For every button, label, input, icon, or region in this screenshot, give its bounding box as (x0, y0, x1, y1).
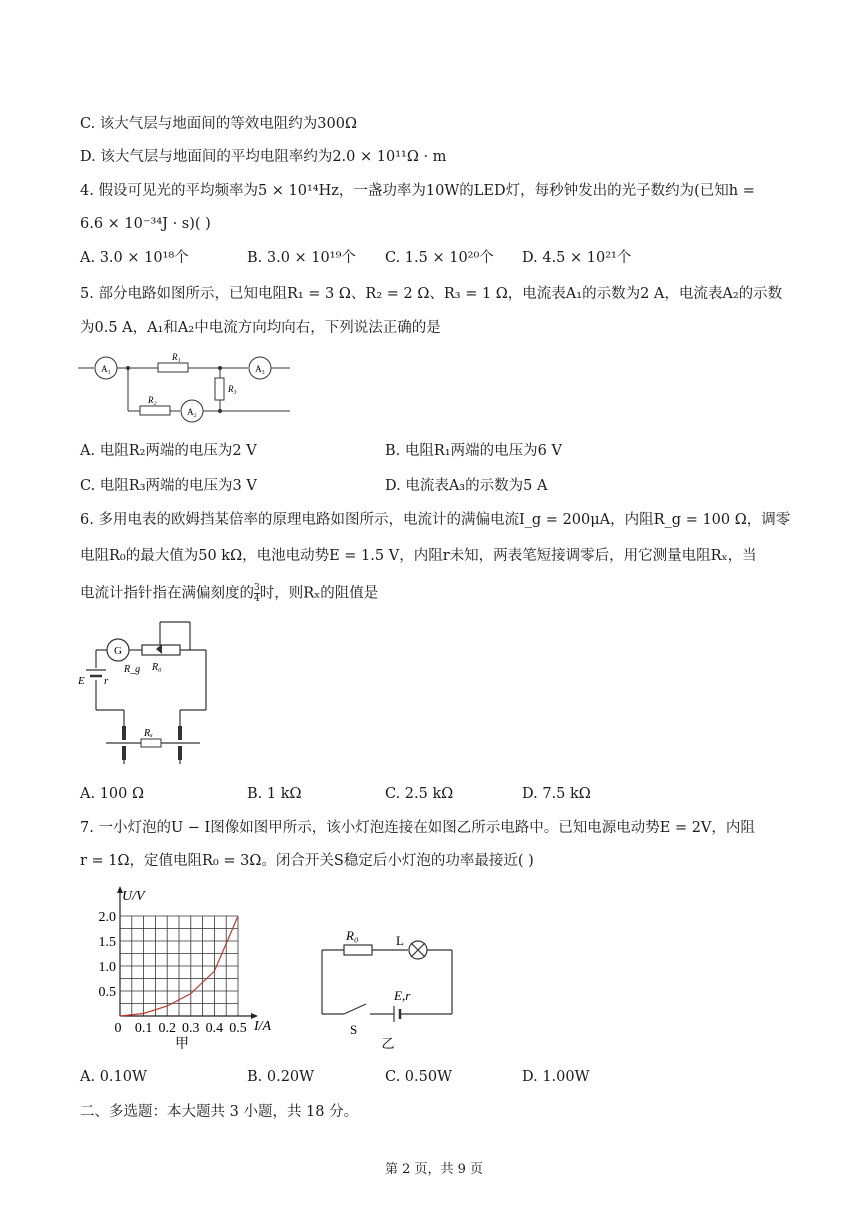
x-tick-label: 0.3 (182, 1021, 200, 1036)
section-heading: 二、多选题：本大题共 3 小题，共 18 分。 (80, 1104, 359, 1120)
graph-ylabel: U/V (122, 889, 145, 904)
x-tick-label: 0 (114, 1021, 122, 1036)
q7-stem-line2: r = 1Ω，定值电阻R₀ = 3Ω。闭合开关S稳定后小灯泡的功率最接近( ) (80, 853, 534, 869)
q5-stem-line2: 为0.5 A，A₁和A₂中电流方向均向右，下列说法正确的是 (80, 320, 441, 336)
q6-circuit-figure (76, 618, 216, 770)
x-tick-label: 0.5 (229, 1021, 247, 1036)
rx-label: Rₓ (144, 728, 153, 739)
q5-option-c: C. 电阻R₃两端的电压为3 V (80, 478, 257, 494)
q6-stem-line3b: 时，则Rₓ的阻值是 (259, 585, 379, 602)
y-tick-label: 1.5 (98, 935, 116, 950)
switch-label: S (350, 1022, 358, 1037)
circuit-caption: 乙 (381, 1036, 395, 1051)
r0-label: R₀ (346, 928, 359, 943)
q6-stem-line2: 电阻R₀的最大值为50 kΩ，电池电动势E = 1.5 V，内阻r未知，两表笔短接调零后，用它测量电阻Rₓ，当 (80, 548, 757, 564)
q5-option-a: A. 电阻R₂两端的电压为2 V (80, 443, 257, 459)
q6-option-b: B. 1 kΩ (247, 786, 302, 802)
graph-xlabel: I/A (254, 1019, 272, 1034)
y-tick-label: 0.5 (98, 985, 116, 1000)
q5-option-d: D. 电流表A₃的示数为5 A (385, 478, 548, 494)
r-label: r (104, 675, 109, 687)
y-tick-label: 2.0 (98, 910, 116, 925)
q4-option-d: D. 4.5 × 10²¹个 (522, 250, 632, 266)
a3-label: A₃ (255, 364, 265, 374)
x-tick-label: 0.4 (205, 1021, 224, 1036)
graph-caption: 甲 (175, 1037, 189, 1052)
q6-stem-line3 (80, 583, 378, 604)
q3-option-c: C. 该大气层与地面间的等效电阻约为300Ω (80, 116, 357, 132)
galvanometer-label: G (114, 645, 122, 657)
q4-option-c: C. 1.5 × 10²⁰个 (385, 250, 494, 266)
q6-stem-line3a: 电流计指针指在满偏刻度的 (80, 585, 254, 602)
r2-label: R₂ (148, 395, 157, 405)
emf-label: E (78, 675, 85, 687)
x-tick-label: 0.1 (134, 1021, 153, 1036)
q6-stem-line1: 6. 多用电表的欧姆挡某倍率的原理电路如图所示，电流计的满偏电流I_g = 200μA，内阻R_g = 100 Ω，调零 (80, 512, 791, 528)
fraction-denominator: 4 (254, 594, 260, 604)
a2-label: A₂ (187, 407, 197, 417)
q6-option-a: A. 100 Ω (80, 786, 144, 802)
q4-stem-line1: 4. 假设可见光的平均频率为5 × 10¹⁴Hz，一盏功率为10W的LED灯，每秒钟发出的光子数约为(已知h = (80, 183, 755, 199)
fraction-numerator: 3 (254, 583, 260, 593)
q5-option-b: B. 电阻R₁两端的电压为6 V (385, 443, 562, 459)
q6-option-d: D. 7.5 kΩ (522, 786, 591, 802)
q4-stem-line2: 6.6 × 10⁻³⁴J · s)( ) (80, 216, 211, 232)
q7-circuit-figure (314, 918, 464, 1057)
q7-ui-graph (80, 884, 290, 1058)
y-tick-label: 1.0 (98, 960, 116, 975)
q7-stem-line1: 7. 一小灯泡的U − I图像如图甲所示，该小灯泡连接在如图乙所示电路中。已知电源电动势E = 2V，内阻 (80, 820, 755, 836)
a1-label: A₁ (101, 364, 111, 374)
q4-option-a: A. 3.0 × 10¹⁸个 (80, 250, 189, 266)
q4-option-b: B. 3.0 × 10¹⁹个 (247, 250, 356, 266)
r0-label: R₀ (152, 662, 162, 673)
q5-circuit-figure (76, 350, 296, 429)
q5-stem-line1: 5. 部分电路如图所示，已知电阻R₁ = 3 Ω、R₂ = 2 Ω、R₃ = 1 Ω，电流表A₁的示数为2 A，电流表A₂的示数 (80, 286, 783, 302)
rg-label: R_g (124, 664, 141, 675)
q6-option-c: C. 2.5 kΩ (385, 786, 454, 802)
er-label: E,r (394, 988, 411, 1003)
r1-label: R₁ (172, 352, 181, 362)
q7-option-a: A. 0.10W (80, 1069, 147, 1085)
lamp-label: L (396, 933, 404, 948)
page-footer: 第 2 页，共 9 页 (384, 1162, 484, 1177)
q7-option-b: B. 0.20W (247, 1069, 315, 1085)
r3-label: R₃ (228, 384, 237, 394)
q3-option-d: D. 该大气层与地面间的平均电阻率约为2.0 × 10¹¹Ω · m (80, 149, 447, 165)
q7-option-c: C. 0.50W (385, 1069, 452, 1085)
x-tick-label: 0.2 (158, 1021, 176, 1036)
q7-option-d: D. 1.00W (522, 1069, 590, 1085)
